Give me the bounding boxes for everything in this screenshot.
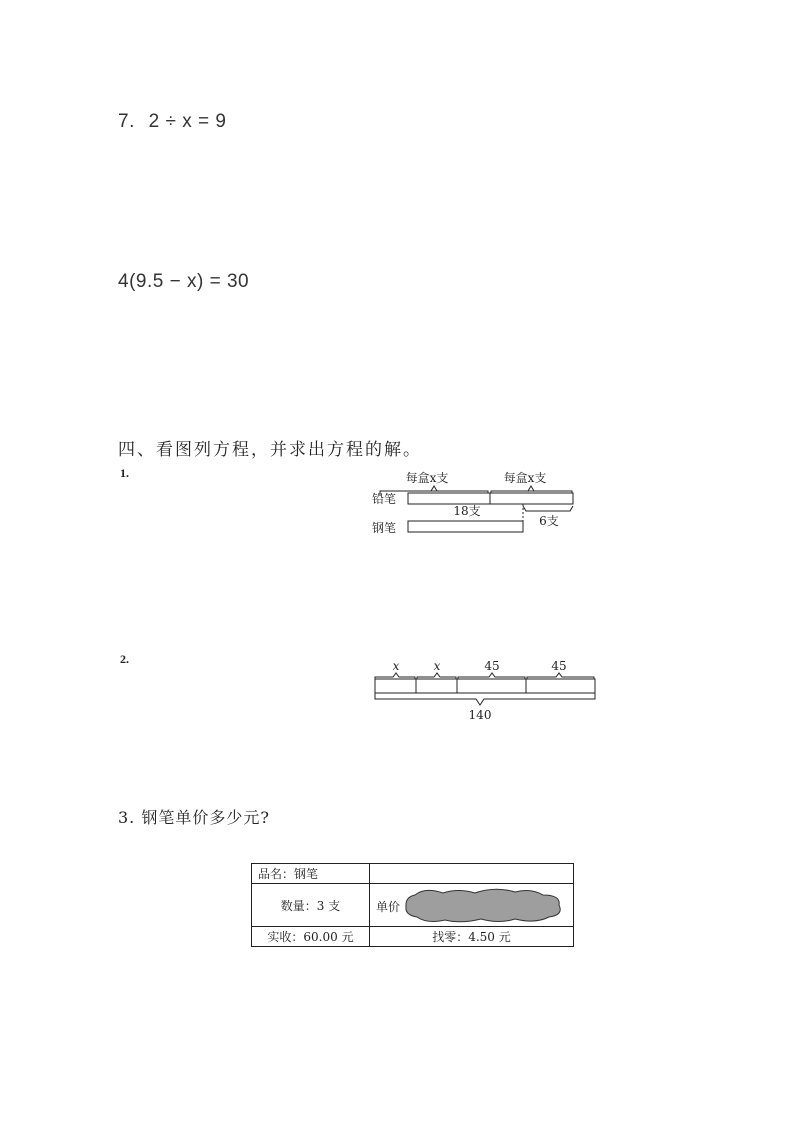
total-label: 140: [468, 708, 492, 722]
problem-7b-equation: 4(9.5 − x) = 30: [118, 271, 250, 292]
unit-price-label: 单价: [376, 900, 401, 914]
top-right-label: 每盒x支: [503, 471, 547, 485]
receipt-quantity-cell: 数量：3 支: [252, 884, 370, 927]
receipt-unit-price-cell: [370, 884, 574, 927]
receipt-row-3: [252, 927, 574, 947]
question-1-diagram: [360, 462, 600, 542]
segment-label-1: x: [392, 659, 400, 673]
ink-blot-icon: [403, 887, 565, 925]
question-3-title: 3. 钢笔单价多少元?: [118, 808, 270, 827]
top-left-label: 每盒x支: [405, 471, 449, 485]
difference-label: 6支: [539, 514, 559, 528]
top-left-brace-tip: [431, 486, 437, 491]
top-right-brace-tip: [528, 486, 534, 491]
receipt-change-cell: 找零：4.50 元: [370, 927, 574, 947]
segment-label-3: 45: [484, 659, 500, 673]
total-bar: [375, 679, 595, 693]
receipt-paid-cell: 实收：60.00 元: [252, 927, 370, 947]
pen-bar: [408, 521, 523, 532]
problem-number: 7.: [118, 111, 135, 132]
pen-row-label: 钢笔: [372, 521, 397, 535]
segment-label-4: 45: [551, 659, 567, 673]
receipt-row-1: [252, 864, 574, 884]
question-2-diagram: [370, 655, 610, 727]
total-brace: [375, 693, 595, 705]
equation-text: 2 ÷ x = 9: [148, 111, 227, 132]
receipt-name-cell: 品名：钢笔: [252, 864, 370, 884]
receipt-row-2: [252, 884, 574, 927]
question-1-number: 1.: [120, 466, 129, 480]
problem-7: [118, 111, 226, 133]
difference-brace: [523, 506, 573, 511]
segment-label-2: x: [433, 659, 441, 673]
receipt-empty-cell: [370, 864, 574, 884]
receipt-table: [251, 863, 574, 947]
section-4-title: 四、看图列方程，并求出方程的解。: [118, 440, 422, 460]
question-2-number: 2.: [120, 652, 129, 666]
pencil-row-label: 铅笔: [372, 492, 397, 506]
pen-amount-label: 18支: [453, 504, 481, 518]
